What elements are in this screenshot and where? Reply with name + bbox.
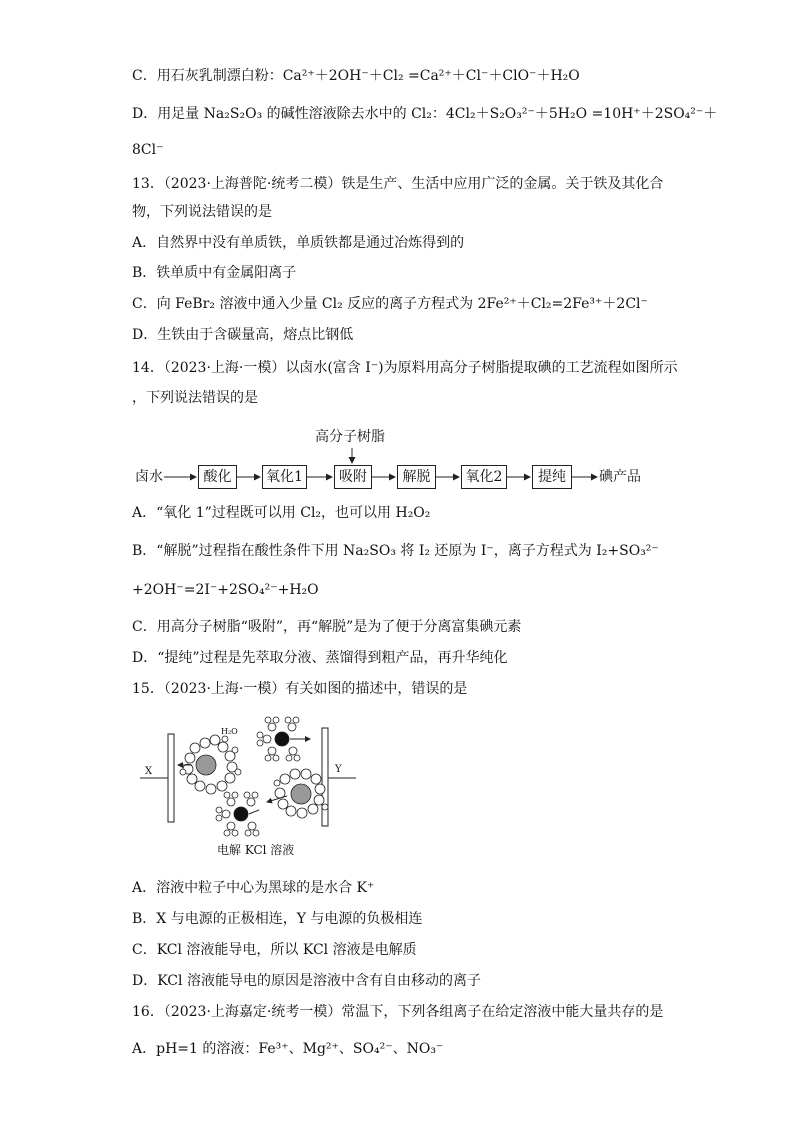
q15-option-d: D．KCl 溶液能导电的原因是溶液中含有自由移动的离子 (132, 973, 481, 989)
electrode-y (322, 728, 328, 826)
flow-resin-label: 高分子树脂 (315, 429, 385, 445)
q15-electrolysis-figure (135, 712, 365, 847)
flow-step-desorb: 解脱 (397, 465, 436, 489)
label-h2o: H₂O (221, 727, 238, 736)
q12-option-c-equation: Ca²⁺＋2OH⁻＋Cl₂ =Ca²⁺＋Cl⁻＋ClO⁻＋H₂O (282, 68, 580, 84)
q13-stem-line1: 13．（2023·上海普陀·统考二模）铁是生产、生活中应用广泛的金属。关于铁及其化合 (132, 176, 664, 192)
q12-option-c-label: C．用石灰乳制漂白粉： (132, 68, 283, 84)
flow-step-adsorb: 吸附 (334, 465, 372, 489)
label-x: X (145, 766, 153, 777)
flow-step-purify: 提纯 (532, 465, 572, 489)
q12-option-d-label: D．用足量 Na₂S₂O₃ 的碱性溶液除去水中的 Cl₂： (132, 106, 446, 122)
flow-arrows (0, 0, 794, 520)
q13-option-b: B．铁单质中有金属阳离子 (132, 265, 297, 281)
q16-stem: 16．（2023·上海嘉定·统考一模）常温下，下列各组离子在给定溶液中能大量共存的是 (132, 1004, 664, 1020)
hydrated-anion-right (274, 769, 328, 818)
flow-output-label: 碘产品 (599, 469, 641, 485)
q15-stem: 15．（2023·上海·一模）有关如图的描述中，错误的是 (132, 681, 468, 697)
q15-figure-caption: 电解 KCl 溶液 (217, 843, 295, 857)
q14-option-b-line2: +2OH⁻=2I⁻+2SO₄²⁻+H₂O (132, 582, 319, 598)
q12-option-d-equation: 4Cl₂＋S₂O₃²⁻＋5H₂O =10H⁺＋2SO₄²⁻＋ (445, 106, 718, 122)
q13-stem-line2: 物，下列说法错误的是 (132, 204, 272, 220)
label-y: Y (335, 764, 342, 775)
q15-option-a: A．溶液中粒子中心为黑球的是水合 K⁺ (132, 880, 375, 896)
electrode-x (168, 734, 174, 822)
q14-option-c: C．用高分子树脂“吸附”，再“解脱”是为了便于分离富集碘元素 (132, 619, 522, 635)
hydrated-cation-bottom (216, 792, 259, 836)
flow-step-oxidize1: 氧化1 (262, 465, 307, 489)
q12-option-d-continued: 8Cl⁻ (132, 142, 164, 158)
q16-option-a: A．pH=1 的溶液：Fe³⁺、Mg²⁺、SO₄²⁻、NO₃⁻ (132, 1041, 444, 1057)
q14-stem-line2: ，下列说法错误的是 (132, 390, 258, 406)
q14-option-b-line1: B．“解脱”过程指在酸性条件下用 Na₂SO₃ 将 I₂ 还原为 I⁻，离子方程式为 I₂+SO₃²⁻ (132, 543, 659, 559)
flow-step-acidify: 酸化 (198, 465, 237, 489)
q15-option-b: B．X 与电源的正极相连，Y 与电源的负极相连 (132, 911, 423, 927)
q14-option-a: A．“氧化 1”过程既可以用 Cl₂，也可以用 H₂O₂ (132, 505, 431, 521)
q14-option-d: D．“提纯”过程是先萃取分液、蒸馏得到粗产品，再升华纯化 (132, 650, 508, 666)
q14-stem-line1: 14．（2023·上海·一模）以卤水(富含 I⁻)为原料用高分子树脂提取碘的工艺流程如图所示 (132, 360, 678, 376)
flow-step-oxidize2: 氧化2 (461, 465, 507, 489)
q15-option-c: C．KCl 溶液能导电，所以 KCl 溶液是电解质 (132, 942, 417, 958)
q13-option-a: A．自然界中没有单质铁，单质铁都是通过冶炼得到的 (132, 235, 465, 251)
q13-option-c: C．向 FeBr₂ 溶液中通入少量 Cl₂ 反应的离子方程式为 2Fe²⁺＋Cl₂=2Fe³⁺＋2Cl⁻ (132, 296, 648, 312)
flow-input-label: 卤水 (135, 469, 163, 485)
q13-option-d: D．生铁由于含碳量高，熔点比钢低 (132, 327, 354, 343)
